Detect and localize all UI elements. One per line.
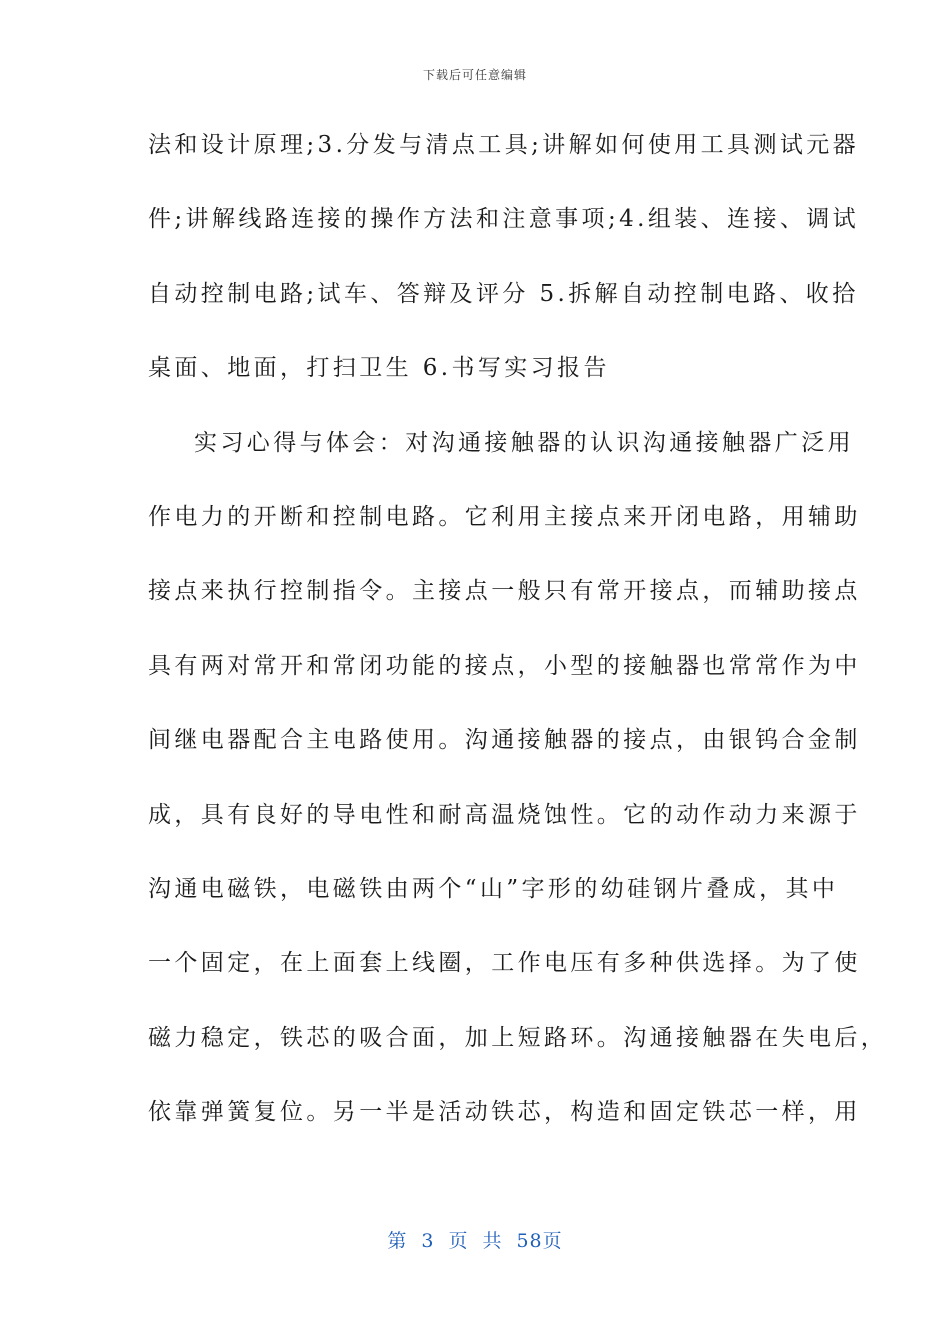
text-line: 接点来执行控制指令。主接点一般只有常开接点，而辅助接点: [148, 578, 861, 605]
text-line: 法和设计原理;3.分发与清点工具;讲解如何使用工具测试元器: [148, 132, 860, 158]
text-line: 作电力的开断和控制电路。它利用主接点来开闭电路，用辅助: [148, 503, 861, 530]
paragraph-start-line: 实习心得与体会：对沟通接触器的认识沟通接触器广泛用: [194, 429, 854, 456]
page-label-total-prefix: 共: [482, 1230, 503, 1252]
text-line: 自动控制电路;试车、答辩及评分 5.拆解自动控制电路、收拾: [148, 280, 859, 307]
page-label-suffix: 页: [542, 1230, 563, 1252]
text-line: 一个固定，在上面套上线圈，工作电压有多种供选择。为了使: [148, 950, 861, 977]
text-line: 沟通电磁铁，电磁铁由两个“山”字形的幼硅钢片叠成，其中: [148, 875, 839, 902]
document-body: [148, 124, 888, 1165]
text-line: 具有两对常开和常闭功能的接点，小型的接触器也常常作为中: [148, 652, 861, 679]
text-line: 件;讲解线路连接的操作方法和注意事项;4.组装、连接、调试: [148, 206, 860, 233]
page-footer: [0, 1226, 950, 1253]
page-label-prefix: 第: [387, 1230, 408, 1252]
text-line: 依靠弹簧复位。另一半是活动铁芯，构造和固定铁芯一样，用: [148, 1099, 861, 1126]
page-total: 58: [516, 1230, 543, 1252]
text-line: 间继电器配合主电路使用。沟通接触器的接点，由银钨合金制: [148, 727, 861, 754]
page-header: 下载后可任意编辑: [422, 68, 527, 82]
text-line: 磁力稳定，铁芯的吸合面，加上短路环。沟通接触器在失电后，: [148, 1024, 888, 1051]
text-line: 桌面、地面，打扫卫生 6.书写实习报告: [148, 355, 610, 382]
text-line: 成，具有良好的导电性和耐高温烧蚀性。它的动作动力来源于: [148, 801, 861, 828]
page-label-mid: 页: [448, 1230, 469, 1252]
page-number: 3: [421, 1230, 435, 1252]
